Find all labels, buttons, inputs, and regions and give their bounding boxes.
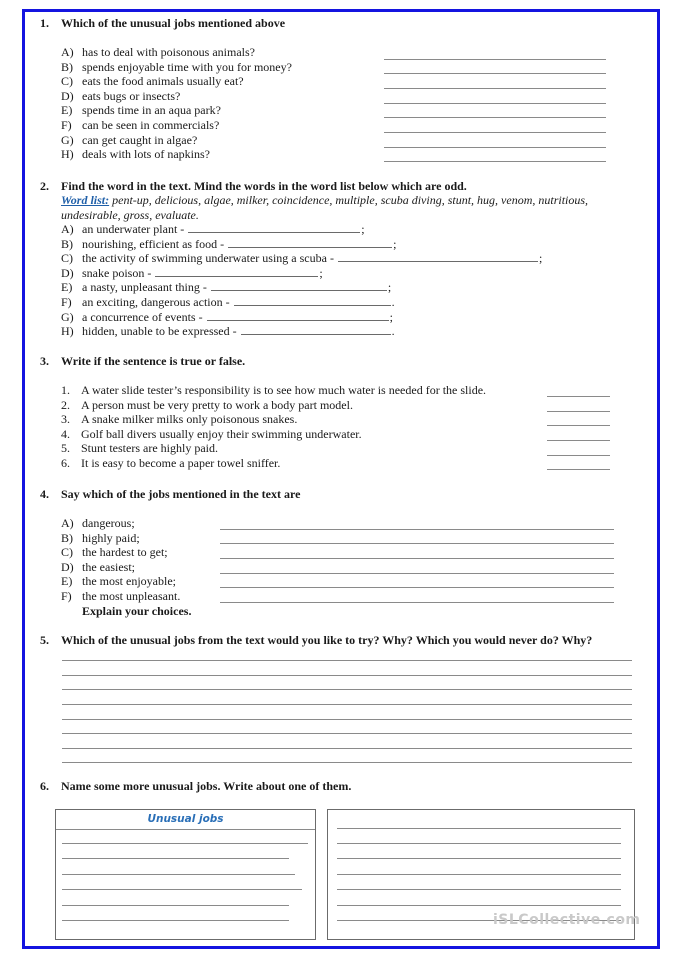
item-text: an exciting, dangerous action -	[82, 294, 230, 309]
item-label: B)	[61, 530, 73, 545]
item-end: .	[391, 294, 395, 309]
answer-line-q1-e[interactable]	[384, 117, 606, 118]
question-text: Say which of the jobs mentioned in the text are	[61, 487, 301, 501]
item-end: .	[391, 324, 395, 339]
item-label: 5.	[61, 441, 70, 456]
item-text: It is easy to become a paper towel sniffer.	[81, 455, 281, 470]
answer-line-q4-d[interactable]	[220, 573, 614, 574]
item-label: 4.	[61, 426, 70, 441]
item-label: 2.	[61, 397, 70, 412]
writing-line[interactable]	[62, 689, 632, 690]
job-line[interactable]	[62, 889, 302, 890]
item-text: a concurrence of events -	[82, 309, 203, 324]
question-text: Name some more unusual jobs. Write about one of them.	[61, 779, 352, 793]
item-label: C)	[61, 545, 73, 560]
item-text: the hardest to get;	[82, 545, 168, 560]
answer-line-q3-6[interactable]	[547, 469, 610, 470]
list-item	[61, 516, 191, 531]
item-text: Stunt testers are highly paid.	[81, 441, 218, 456]
item-text: can get caught in algae?	[82, 132, 198, 147]
list-item	[61, 398, 486, 413]
item-text: the easiest;	[82, 559, 135, 574]
item-label: E)	[61, 103, 73, 118]
answer-line-q3-1[interactable]	[547, 396, 610, 397]
word-list-label: Word list:	[61, 193, 110, 207]
item-end: ;	[361, 222, 365, 236]
watermark: iSLCollective.com	[493, 912, 641, 928]
writing-line[interactable]	[337, 843, 621, 844]
item-text: snake poison -	[82, 265, 152, 280]
item-label: E)	[61, 574, 73, 589]
list-item	[61, 237, 542, 252]
item-text: highly paid;	[82, 530, 140, 545]
question-number: 2.	[40, 179, 49, 193]
answer-line-q3-5[interactable]	[547, 455, 610, 456]
item-label: B)	[61, 59, 73, 74]
item-label: D)	[61, 265, 74, 280]
item-text: an underwater plant -	[82, 222, 185, 236]
answer-line-q4-b[interactable]	[220, 543, 614, 544]
job-line[interactable]	[62, 858, 289, 859]
answer-blank[interactable]	[207, 310, 389, 321]
list-item	[61, 266, 542, 281]
answer-line-q1-g[interactable]	[384, 147, 606, 148]
item-end: ;	[387, 280, 392, 295]
question-2-items	[61, 222, 542, 339]
list-item	[61, 531, 191, 546]
item-label: 1.	[61, 383, 70, 397]
item-text: spends enjoyable time with you for money?	[82, 59, 292, 74]
item-text: a nasty, unpleasant thing -	[82, 280, 207, 295]
question-4-title	[40, 487, 300, 502]
item-text: Golf ball divers usually enjoy their swimming underwater.	[81, 426, 362, 441]
job-line[interactable]	[62, 905, 289, 906]
job-line[interactable]	[62, 843, 308, 844]
list-item	[61, 251, 542, 266]
list-item	[61, 222, 542, 237]
question-2-title	[40, 179, 467, 194]
item-text: hidden, unable to be expressed -	[82, 324, 237, 339]
item-label: 3.	[61, 412, 70, 427]
answer-blank[interactable]	[155, 266, 318, 277]
question-5-title	[40, 633, 592, 648]
writing-line[interactable]	[337, 905, 621, 906]
answer-line-q1-h[interactable]	[384, 161, 606, 162]
item-end: ;	[319, 265, 323, 280]
job-line[interactable]	[62, 920, 289, 921]
list-item	[61, 456, 486, 471]
item-text: the most unpleasant.	[82, 588, 181, 603]
writing-line[interactable]	[62, 762, 632, 763]
writing-line[interactable]	[337, 858, 621, 859]
item-text: the most enjoyable;	[82, 574, 176, 589]
list-item	[61, 45, 292, 60]
list-item	[61, 310, 542, 325]
item-label: E)	[61, 280, 73, 295]
item-end: ;	[389, 309, 393, 324]
answer-line-q4-a[interactable]	[220, 529, 614, 530]
list-item	[61, 118, 292, 133]
writing-line[interactable]	[62, 748, 632, 749]
answer-blank[interactable]	[338, 251, 538, 262]
item-text: deals with lots of napkins?	[82, 147, 210, 162]
item-end: ;	[538, 251, 543, 266]
list-item	[61, 147, 292, 162]
writing-line[interactable]	[337, 874, 621, 875]
item-text: can be seen in commercials?	[82, 117, 220, 132]
writing-line[interactable]	[62, 733, 632, 734]
answer-line-q1-d[interactable]	[384, 103, 606, 104]
answer-blank[interactable]	[234, 295, 391, 306]
list-item	[61, 574, 191, 589]
list-item	[61, 324, 542, 339]
answer-line-q1-c[interactable]	[384, 88, 606, 89]
list-item	[61, 560, 191, 575]
question-text: Write if the sentence is true or false.	[61, 354, 246, 368]
answer-blank[interactable]	[211, 280, 387, 291]
answer-blank[interactable]	[241, 324, 391, 335]
item-text: A water slide tester’s responsibility is to see how much water is needed for the slide.	[81, 383, 487, 397]
answer-line-q4-e[interactable]	[220, 587, 614, 588]
question-number: 4.	[40, 487, 49, 501]
question-number: 6.	[40, 779, 49, 793]
item-label: G)	[61, 309, 74, 324]
writing-line[interactable]	[62, 704, 632, 705]
item-text: dangerous;	[82, 516, 135, 530]
list-item	[61, 74, 292, 89]
item-label: A)	[61, 222, 74, 236]
item-text: A person must be very pretty to work a body part model.	[81, 397, 353, 412]
list-item	[61, 280, 542, 295]
item-text: has to deal with poisonous animals?	[82, 45, 255, 59]
item-label: C)	[61, 251, 73, 266]
answer-line-q3-2[interactable]	[547, 411, 610, 412]
question-1-items	[61, 45, 292, 162]
question-1-title	[40, 16, 285, 31]
answer-line-q3-4[interactable]	[547, 440, 610, 441]
question-3-title	[40, 354, 245, 369]
item-label: H)	[61, 147, 74, 162]
answer-line-q3-3[interactable]	[547, 425, 610, 426]
list-item	[61, 89, 292, 104]
question-3-items	[61, 383, 486, 471]
writing-line[interactable]	[337, 828, 621, 829]
job-line[interactable]	[62, 874, 295, 875]
writing-line[interactable]	[337, 889, 621, 890]
item-label: F)	[61, 294, 72, 309]
item-label: F)	[61, 117, 72, 132]
list-item	[61, 60, 292, 75]
list-item	[61, 383, 486, 398]
list-item	[61, 103, 292, 118]
word-list	[61, 193, 631, 222]
answer-blank[interactable]	[188, 222, 360, 233]
item-label: A)	[61, 45, 74, 59]
list-item	[61, 133, 292, 148]
answer-line-q1-a[interactable]	[384, 59, 606, 60]
question-text: Which of the unusual jobs mentioned above	[61, 16, 286, 30]
item-text: eats the food animals usually eat?	[82, 74, 244, 89]
question-number: 3.	[40, 354, 49, 368]
item-label: D)	[61, 559, 74, 574]
list-item	[61, 441, 486, 456]
answer-line-q4-f[interactable]	[220, 602, 614, 603]
answer-line-q1-f[interactable]	[384, 132, 606, 133]
question-number: 1.	[40, 16, 49, 30]
item-label: H)	[61, 324, 74, 339]
list-item	[61, 295, 542, 310]
list-item	[61, 589, 191, 604]
item-end: ;	[393, 236, 397, 251]
question-text: Find the word in the text. Mind the words in the word list below which are odd.	[61, 179, 467, 193]
question-6-title	[40, 779, 351, 794]
item-text: A snake milker milks only poisonous snakes.	[81, 412, 298, 427]
item-label: A)	[61, 516, 74, 530]
item-label: 6.	[61, 455, 70, 470]
answer-line-q1-b[interactable]	[384, 73, 606, 74]
word-list-words: pent-up, delicious, algae, milker, coincidence, multiple, scuba diving, stunt, hug, venom, nutritious, undesirable, gross, evaluate.	[61, 193, 589, 222]
list-item	[61, 427, 486, 442]
list-item	[61, 545, 191, 560]
item-text: spends time in an aqua park?	[82, 103, 221, 118]
item-label: G)	[61, 132, 74, 147]
item-label: D)	[61, 88, 74, 103]
answer-line-q4-c[interactable]	[220, 558, 614, 559]
writing-line[interactable]	[62, 719, 632, 720]
list-item	[61, 412, 486, 427]
question-text: Which of the unusual jobs from the text would you like to try? Why? Which you would never do? Why?	[61, 633, 593, 647]
writing-line[interactable]	[62, 660, 632, 661]
item-text: the activity of swimming underwater using a scuba -	[82, 251, 334, 266]
writing-line[interactable]	[62, 675, 632, 676]
item-label: F)	[61, 588, 72, 603]
question-number: 5.	[40, 633, 49, 647]
explain-choices: Explain your choices.	[82, 603, 192, 618]
unusual-jobs-header: Unusual jobs	[56, 810, 315, 830]
item-label: B)	[61, 236, 73, 251]
item-label: C)	[61, 74, 73, 89]
question-4-items	[61, 516, 191, 618]
item-text: eats bugs or insects?	[82, 88, 181, 103]
item-text: nourishing, efficient as food -	[82, 236, 225, 251]
answer-blank[interactable]	[228, 237, 392, 248]
